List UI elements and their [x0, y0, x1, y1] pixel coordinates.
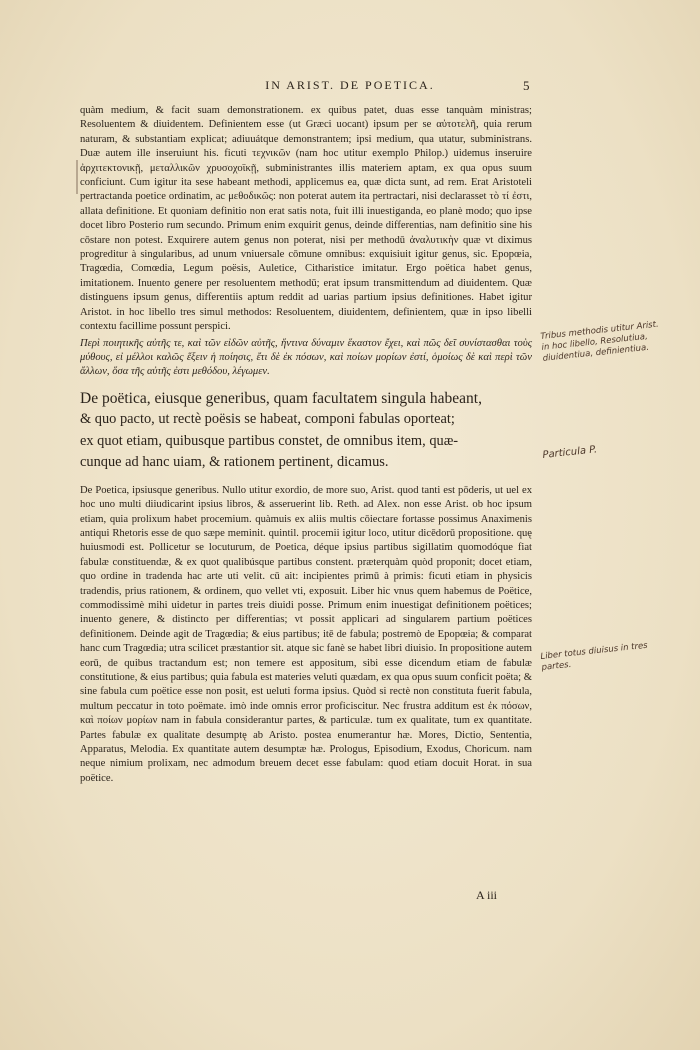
text-block — [80, 104, 532, 786]
marginal-quote-marks — [76, 160, 78, 194]
proposition-line: ex quot etiam, quibusque partibus constet, de omnibus item, quæ- — [80, 432, 459, 449]
handwritten-margin-note: Liber totus diuisus in tres partes. — [540, 640, 649, 673]
commentary-paragraph-intro: quàm medium, & facit suam demonstrationem. ex quibus patet, duas esse tanquàm ministras; Resoluentem & diuidentem. Definientem esse (ut Græci uocant) ipsum per se αὐτοτελῆ, quia rerum naturam, & substantiam explicat; adiuuátque demonstrantem; ipsi medium, qua utatur, subministrans. Duæ autem ille inseruiunt his. ficuti τεχνικῶν (nam hoc utitur exemplo Philop.) uidemus inseruire ἀρχιτεκτονικῇ, μεταλλικῶν χρυσοχοϊκῇ, subministrantes illis materiem aptam, ex qua opus suum conficiunt. Cum igitur ita sese habeant methodi, applicemus ea, quæ dicta sunt, ad rem. Erat Aristoteli pertractanda poetice ordinatim, ac μεθοδικῶς: non poterat autem ita pertractari, nisi declarasset τὸ τί ἐστι, allata definitione. Et quoniam definitio non erat satis nota, fuit illi inuestiganda, eo planè modo; quo ipse docet libro Posterio rum secundo. Primum enim exquirit genus, deinde differentias, nam definitio sine his cōstare non potest. Exquirere autem genus non poterat, nisi per methodū ἀναλυτικὴν quæ vt diximus progreditur à singularibus, ad unum vniuersale cōmune omnibus: exquisiuit igitur genus, sic. Epopœia, Tragœdia, Comœdia, Legum poësis, Auletice, Citharistice imitatur. Ergo poëtica habet genus, imitationem. Inuento genere per resoluentem methodū; erat ipsum transmittendum ad diuidentem. Quæ distinguens ipsum genus, differentiis aptum reddit ad uarias partium ipsius definitiones. Habet igitur Aristot. in hoc libello tres simul methodos: Resoluentem, diuidentem, definientem, quæ in ipso libelli contextu facillime possunt perspici. — [80, 105, 532, 333]
proposition-line: cunque ad hanc uiam, & rationem pertinent, dicamus. — [80, 454, 389, 471]
running-head: IN ARIST. DE POETICA. — [265, 78, 435, 92]
proposition-line: & quo pacto, ut rectè poësis se habeat, componi fabulas oporteat; — [80, 411, 455, 428]
handwritten-margin-note: Tribus methodis utitur Arist. in hoc libello, Resolutiua, diuidentiua, definientiua. — [540, 319, 660, 364]
page-header — [0, 78, 700, 98]
proposition-line: De poëtica, eiusque generibus, quam facultatem singula habeant, — [80, 389, 482, 407]
translated-proposition — [80, 388, 532, 474]
handwritten-margin-note: Particula P. — [542, 444, 598, 461]
greek-quotation: Περὶ ποιητικῆς αὐτῆς τε, καὶ τῶν εἰδῶν αὐτῆς, ἥντινα δύναμιν ἕκαστον ἔχει, καὶ πῶς δεῖ συνίστασθαι τοὺς μύθους, εἰ μέλλοι καλῶς ἕξειν ἡ ποίησις, ἔτι δὲ ἐκ πόσων, καὶ ποίων μορίων ἐστί, ὁμοίως δὲ καὶ περὶ τῶν ἄλλων, ὅσα τῆς αὐτῆς ἐστι μεθόδου, λέγωμεν. — [80, 337, 532, 378]
commentary-paragraph-main: De Poetica, ipsiusque generibus. Nullo utitur exordio, de more suo, Arist. quod tanti est pōderis, ut uel ex hoc uno multi diiudicarint ipsius libros, & asseruerint lib. Reth. ad Alex. non esse Arist. ob hoc ipsum etiam, quia prolixum habet procemium. quàmuis ex aliis multis cōiectare fortasse possimus Anaximenis antiqui Rhetoris esse de quo sæpe meminit. quintil. procemii igitur loco, utitur dicēdorū propositione. quę huiusmodi est. Pollicetur se locuturum, de Poetica, déque ipsius partibus sigillatim quomodóque fiat fabulæ constituendæ, & ex quot qualibúsque partibus constent. præterquàm quòd proponit; docet etiam, quo ordine in tradenda hac arte uti velit. cū ait: incipientes primū à primis: ficuti etiam in physicis tradendis, prius rationem, & ordinem, quo vellet vti, exposuit. Liber hic vnus quem habemus de Poëtice, commodissimè mihi uidetur in partes treis diuidi posse. Primum enim inuestigat definitionem poëtices; inuento genere, & distincto per differentias; vt possit applicari ad singularem partium poëtices definitionem. Deinde agit de Tragœdia; & eius partibus; itē de fabula; postremò de Epopœia; & comparat hanc cum Tragœdia; utra scilicet præstantior sit. atque sic fanè se habet libri diuisio. In propositione autem eorū, de quibus tractandum est; non temere est appositum, sibi esse dicendum etiam de fabulæ constitutione, & eius partibus; quia fabula est materies veluti quædam, ex qua opus suum conficit poëta; & sine fabula cum poëtice esse non posit, est ueluti forma ipsius. Quòd si rectè non constituta fuerit fabula, multum peccatur in toto poëmate. imò inde omnis error proficiscitur. Nec frustra additum est ἐκ πόσων, καὶ ποίων μορίων nam in fabula considerantur partes, & particulæ. tum ex qualitate, tum ex quantitate. Partes fabulæ ex qualitate desumptę ab Aristo. postea enumerantur hæ. Mores, Dictio, Sententia, Apparatus, Melodia. Ex quantitate autem desumptæ hæ. Prologus, Episodium, Exodus, Choricum. nam neque nimium prolixam, nec admodum breuem decet esse fabulam: quod etiam docuit Horat. in sua poëtice. — [80, 484, 532, 784]
signature-mark: A iii — [476, 888, 498, 902]
page-number: 5 — [523, 78, 530, 93]
